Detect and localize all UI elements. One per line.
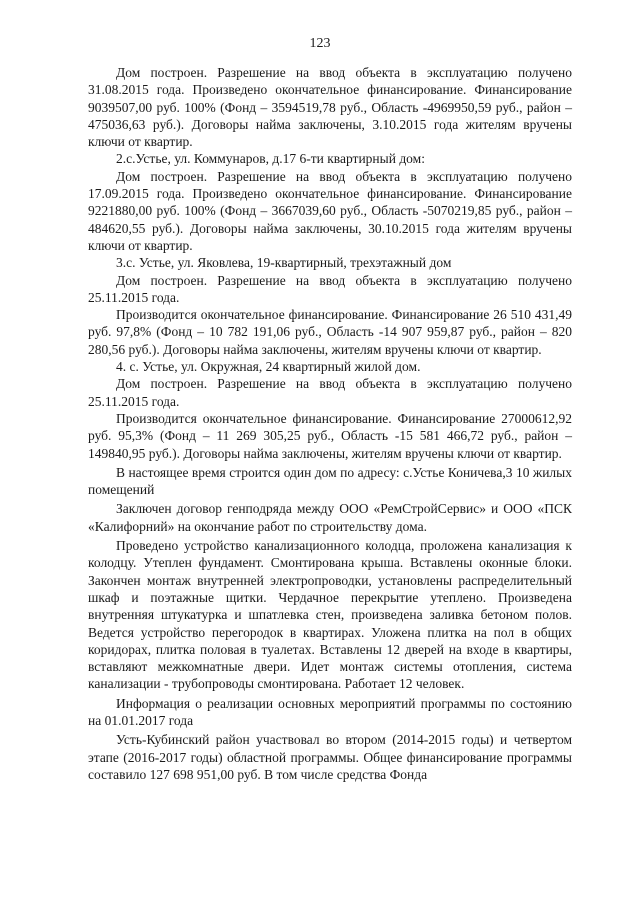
paragraph: Дом построен. Разрешение на ввод объекта в эксплуатацию получено 25.11.2015 года. (88, 272, 572, 305)
page-number: 123 (309, 36, 331, 51)
paragraph: Проведено устройство канализационного колодца, проложена канализация к колодцу. Утеплен фундамент. Смонтирована крыша. Вставлены оконные блоки. Закончен монтаж внутренней электропроводки, установлены распределительный шкаф и поэтажные щитки. Чердачное перекрытие утеплено. Произведена внутренняя штукатурка и шпатлевка стен, произведена заливка бетоном полов. Ведется устройство перегородок в квартирах. Уложена плитка на пол в общих коридорах, плитка половая в туалетах. Вставлены 12 дверей на входе в квартиры, вставляют межкомнатные двери. Идет монтаж системы отопления, система канализации - трубопроводы смонтирована. Работает 12 человек. (88, 538, 572, 692)
paragraph: 2.с.Устье, ул. Коммунаров, д.17 6-ти квартирный дом: (116, 151, 425, 167)
paragraph: Усть-Кубинский район участвовал во втором (2014-2015 годы) и четвертом этапе (2016-2017 годы) областной программы. Общее финансирование программы составило 127 698 951,00 руб. В том числе средства Фонда (88, 732, 572, 782)
paragraph: Дом построен. Разрешение на ввод объекта в эксплуатацию получено 31.08.2015 года. Произведено окончательное финансирование. Финансирование 9039507,00 руб. 100% (Фонд – 3594519,78 руб., Область -4969950,59 руб., район – 475036,63 руб.). Договоры найма заключены, 3.10.2015 года жителям вручены ключи от квартир. (88, 65, 572, 150)
paragraph: Производится окончательное финансирование. Финансирование 26 510 431,49 руб. 97,8% (Фонд – 10 782 191,06 руб., Область -14 907 959,87 руб., район – 820 280,56 руб.). Договоры найма заключены, жителям вручены ключи от квартир. (88, 307, 572, 357)
paragraph: Дом построен. Разрешение на ввод объекта в эксплуатацию получено 25.11.2015 года. (88, 376, 572, 409)
paragraph: Информация о реализации основных мероприятий программы по состоянию на 01.01.2017 года (88, 695, 572, 728)
paragraph: Дом построен. Разрешение на ввод объекта в эксплуатацию получено 17.09.2015 года. Произведено окончательное финансирование. Финансирование 9221880,00 руб. 100% (Фонд – 3667039,60 руб., Область -5070219,85 руб., район – 484620,55 руб.). Договоры найма заключены, 30.10.2015 года жителям вручены ключи от квартир. (88, 168, 572, 253)
paragraph: 3.с. Устье, ул. Яковлева, 19-квартирный, трехэтажный дом (116, 255, 452, 271)
paragraph: В настоящее время строится один дом по адресу: с.Устье Коничева,3 10 жилых помещений (88, 464, 572, 498)
paragraph: 4. с. Устье, ул. Окружная, 24 квартирный жилой дом. (116, 359, 421, 375)
paragraph: Заключен договор генподряда между ООО «РемСтройСервис» и ООО «ПСК «Калифорний» на окончание работ по строительству дома. (88, 501, 572, 534)
document-body (88, 64, 572, 783)
paragraph: Производится окончательное финансирование. Финансирование 27000612,92 руб. 95,3% (Фонд – 11 269 305,25 руб., Область -15 581 466,72 руб., район – 149840,95 руб.). Договоры найма заключены, жителям вручены ключи от квартир. (88, 410, 572, 461)
